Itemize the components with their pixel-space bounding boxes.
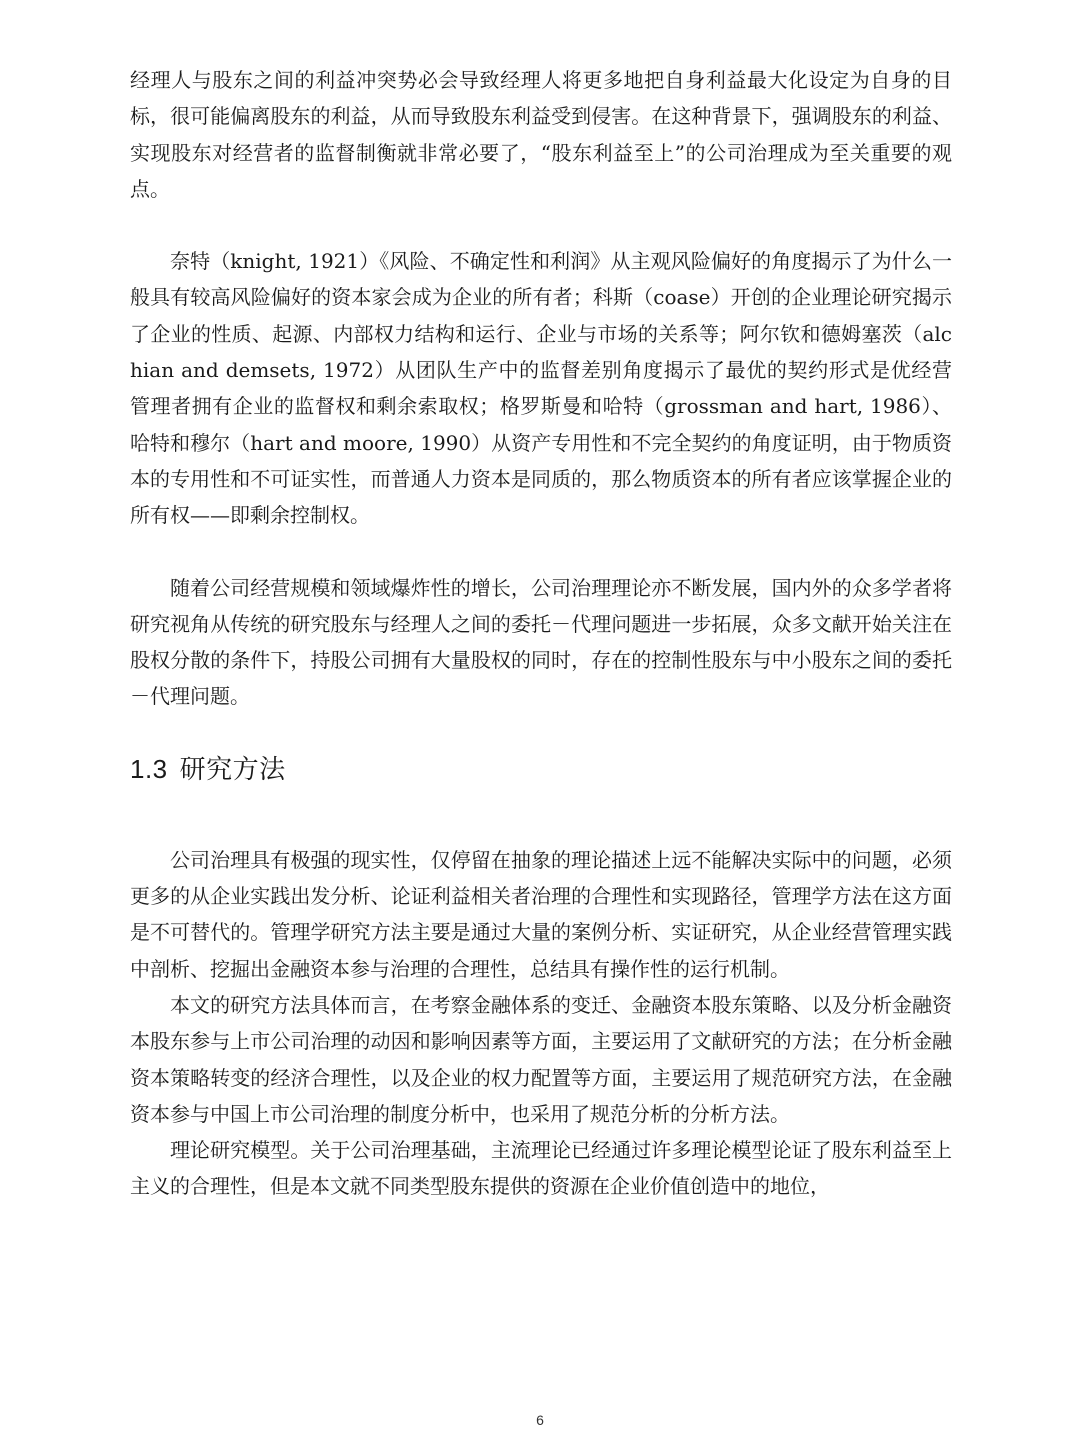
paragraph-research-methods: 本文的研究方法具体而言，在考察金融体系的变迁、金融资本股东策略、以及分析金融资本股东参与上市公司治理的动因和影响因素等方面，主要运用了文献研究的方法；在分析金融资本策略转变的经济合理性，以及企业的权力配置等方面，主要运用了规范研究方法，在金融资本参与中国上市公司治理的制度分析中，也采用了规范分析的分析方法。: [130, 992, 952, 1126]
paragraph-theory-model: 理论研究模型。关于公司治理基础，主流理论已经通过许多理论模型论证了股东利益至上主义的合理性，但是本文就不同类型股东提供的资源在企业价值创造中的地位，: [130, 1138, 952, 1199]
paragraph-spacer: [130, 534, 952, 570]
section-spacer: [130, 715, 952, 749]
section-heading: [130, 749, 952, 790]
paragraph-theory-review: 奈特（knight, 1921）《风险、不确定性和利润》从主观风险偏好的角度揭示了为什么一般具有较高风险偏好的资本家会成为企业的所有者；科斯（coase）开创的企业理论研究揭示了企业的性质、起源、内部权力结构和运行、企业与市场的关系等；阿尔钦和德姆塞茨（alchian and demsets, 1972）从团队生产中的监督差别角度揭示了最优的契约形式是优经营管理者拥有企业的监督权和剩余索取权；格罗斯曼和哈特（grossman and hart, 1986）、哈特和穆尔（hart and moore, 1990）从资产专用性和不完全契约的角度证明，由于物质资本的专用性和不可证实性，而普通人力资本是同质的，那么物质资本的所有者应该掌握企业的所有权——即剩余控制权。: [130, 249, 952, 528]
paragraph-governance-development: 随着公司经营规模和领域爆炸性的增长，公司治理理论亦不断发展，国内外的众多学者将研究视角从传统的研究股东与经理人之间的委托－代理问题进一步拓展，众多文献开始关注在股权分散的条件下，持股公司拥有大量股权的同时，存在的控制性股东与中小股东之间的委托－代理问题。: [130, 575, 952, 709]
section-title: 研究方法: [179, 754, 286, 785]
paragraph-spacer: [130, 207, 952, 243]
page-content: [130, 62, 952, 1205]
page-number: 6: [536, 1412, 544, 1428]
paragraph-continuation: 经理人与股东之间的利益冲突势必会导致经理人将更多地把自身利益最大化设定为自身的目标，很可能偏离股东的利益，从而导致股东利益受到侵害。在这种背景下，强调股东的利益、实现股东对经营者的监督制衡就非常必要了，“股东利益至上”的公司治理成为至关重要的观点。: [130, 68, 952, 201]
paragraph-management-methods: 公司治理具有极强的现实性，仅停留在抽象的理论描述上远不能解决实际中的问题，必须更多的从企业实践出发分析、论证利益相关者治理的合理性和实现路径，管理学方法在这方面是不可替代的。管理学研究方法主要是通过大量的案例分析、实证研究，从企业经营管理实践中剖析、挖掘出金融资本参与治理的合理性，总结具有操作性的运行机制。: [130, 847, 952, 981]
heading-spacer: [130, 790, 952, 842]
section-number: 1.3: [130, 753, 168, 784]
